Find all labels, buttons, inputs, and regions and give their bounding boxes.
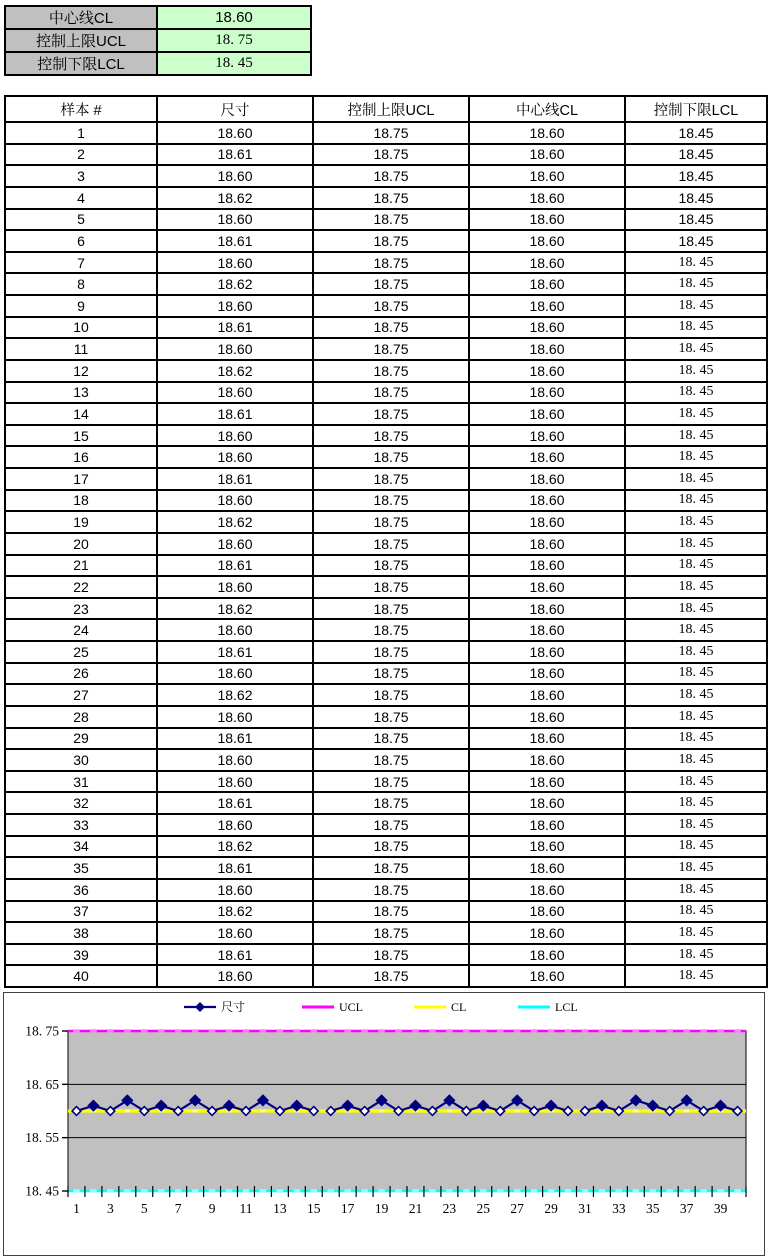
lcl-cell: 18. 45 <box>625 836 767 858</box>
ucl-cell: 18.75 <box>313 490 469 512</box>
size-cell: 18.62 <box>157 684 313 706</box>
size-cell: 18.60 <box>157 533 313 555</box>
x-axis-label: 1 <box>73 1201 80 1216</box>
lcl-cell: 18. 45 <box>625 425 767 447</box>
cl-cell: 18.60 <box>469 728 625 750</box>
size-cell: 18.61 <box>157 857 313 879</box>
control-limits-table <box>4 5 312 76</box>
cl-cell: 18.60 <box>469 446 625 468</box>
ucl-cell: 18.75 <box>313 663 469 685</box>
x-axis-label: 25 <box>476 1201 491 1216</box>
lcl-cell: 18. 45 <box>625 533 767 555</box>
cl-cell: 18.60 <box>469 771 625 793</box>
lcl-cell: 18. 45 <box>625 468 767 490</box>
table-row <box>5 792 767 814</box>
lcl-cell: 18. 45 <box>625 338 767 360</box>
sample-number-cell: 32 <box>5 792 157 814</box>
sample-number-cell: 21 <box>5 555 157 577</box>
table-row <box>5 576 767 598</box>
lcl-cell: 18. 45 <box>625 641 767 663</box>
table-row <box>5 490 767 512</box>
header-ucl: 控制上限UCL <box>313 96 469 122</box>
cl-cell: 18.60 <box>469 511 625 533</box>
summary-label-ucl: 控制上限UCL <box>5 29 157 52</box>
table-row <box>5 598 767 620</box>
cl-cell: 18.60 <box>469 792 625 814</box>
ucl-cell: 18.75 <box>313 684 469 706</box>
cl-cell: 18.60 <box>469 187 625 209</box>
legend-label: 尺寸 <box>221 1000 246 1014</box>
cl-cell: 18.60 <box>469 836 625 858</box>
lcl-cell: 18. 45 <box>625 814 767 836</box>
legend-label: UCL <box>339 1000 363 1014</box>
sample-number-cell: 22 <box>5 576 157 598</box>
size-cell: 18.61 <box>157 468 313 490</box>
cl-cell: 18.60 <box>469 295 625 317</box>
legend-item-ucl <box>302 1000 363 1014</box>
ucl-cell: 18.75 <box>313 598 469 620</box>
x-axis-label: 3 <box>107 1201 114 1216</box>
size-cell: 18.62 <box>157 901 313 923</box>
cl-cell: 18.60 <box>469 749 625 771</box>
ucl-cell: 18.75 <box>313 901 469 923</box>
lcl-cell: 18.45 <box>625 209 767 231</box>
lcl-cell: 18. 45 <box>625 511 767 533</box>
table-row <box>5 857 767 879</box>
summary-row-cl <box>5 6 311 29</box>
ucl-cell: 18.75 <box>313 273 469 295</box>
size-cell: 18.61 <box>157 317 313 339</box>
x-axis-label: 27 <box>510 1201 524 1216</box>
size-cell: 18.61 <box>157 641 313 663</box>
ucl-cell: 18.75 <box>313 555 469 577</box>
cl-cell: 18.60 <box>469 230 625 252</box>
ucl-cell: 18.75 <box>313 317 469 339</box>
ucl-cell: 18.75 <box>313 403 469 425</box>
control-limits-summary <box>4 5 312 76</box>
table-row <box>5 468 767 490</box>
ucl-cell: 18.75 <box>313 144 469 166</box>
summary-value-cl: 18.60 <box>157 6 311 29</box>
lcl-cell: 18. 45 <box>625 446 767 468</box>
size-cell: 18.61 <box>157 144 313 166</box>
sample-number-cell: 9 <box>5 295 157 317</box>
sample-number-cell: 28 <box>5 706 157 728</box>
cl-cell: 18.60 <box>469 360 625 382</box>
table-row <box>5 252 767 274</box>
lcl-cell: 18.45 <box>625 144 767 166</box>
sample-number-cell: 34 <box>5 836 157 858</box>
sample-number-cell: 31 <box>5 771 157 793</box>
sample-number-cell: 24 <box>5 619 157 641</box>
size-cell: 18.60 <box>157 663 313 685</box>
cl-cell: 18.60 <box>469 879 625 901</box>
x-axis-label: 31 <box>578 1201 592 1216</box>
header-size: 尺寸 <box>157 96 313 122</box>
x-axis-label: 17 <box>340 1201 355 1216</box>
table-row <box>5 619 767 641</box>
x-axis-label: 11 <box>239 1201 253 1216</box>
lcl-cell: 18. 45 <box>625 295 767 317</box>
cl-cell: 18.60 <box>469 209 625 231</box>
table-row <box>5 122 767 144</box>
size-cell: 18.62 <box>157 187 313 209</box>
size-cell: 18.60 <box>157 252 313 274</box>
x-axis-label: 5 <box>140 1201 148 1216</box>
lcl-cell: 18. 45 <box>625 619 767 641</box>
size-cell: 18.60 <box>157 706 313 728</box>
ucl-cell: 18.75 <box>313 425 469 447</box>
lcl-cell: 18. 45 <box>625 792 767 814</box>
table-row <box>5 728 767 750</box>
legend-item-lcl <box>518 1000 578 1014</box>
table-row <box>5 446 767 468</box>
cl-cell: 18.60 <box>469 619 625 641</box>
sample-number-cell: 39 <box>5 944 157 966</box>
size-cell: 18.60 <box>157 965 313 987</box>
lcl-cell: 18.45 <box>625 230 767 252</box>
lcl-cell: 18. 45 <box>625 901 767 923</box>
ucl-cell: 18.75 <box>313 922 469 944</box>
y-axis-label: 18. 55 <box>25 1130 59 1146</box>
table-body <box>5 122 767 987</box>
ucl-cell: 18.75 <box>313 230 469 252</box>
ucl-cell: 18.75 <box>313 122 469 144</box>
summary-label-cl: 中心线CL <box>5 6 157 29</box>
table-row <box>5 836 767 858</box>
cl-cell: 18.60 <box>469 144 625 166</box>
lcl-cell: 18. 45 <box>625 922 767 944</box>
table-row <box>5 879 767 901</box>
y-axis-label: 18. 75 <box>25 1023 59 1039</box>
size-cell: 18.60 <box>157 295 313 317</box>
cl-cell: 18.60 <box>469 576 625 598</box>
size-cell: 18.62 <box>157 836 313 858</box>
ucl-cell: 18.75 <box>313 814 469 836</box>
ucl-cell: 18.75 <box>313 749 469 771</box>
summary-value-lcl: 18. 45 <box>157 52 311 75</box>
table-row <box>5 814 767 836</box>
lcl-cell: 18. 45 <box>625 403 767 425</box>
ucl-cell: 18.75 <box>313 836 469 858</box>
size-cell: 18.61 <box>157 792 313 814</box>
control-chart <box>3 992 765 1256</box>
lcl-cell: 18.45 <box>625 187 767 209</box>
lcl-cell: 18. 45 <box>625 273 767 295</box>
ucl-cell: 18.75 <box>313 533 469 555</box>
x-axis-label: 15 <box>307 1201 321 1216</box>
cl-cell: 18.60 <box>469 165 625 187</box>
cl-cell: 18.60 <box>469 814 625 836</box>
size-cell: 18.60 <box>157 879 313 901</box>
ucl-cell: 18.75 <box>313 165 469 187</box>
ucl-cell: 18.75 <box>313 360 469 382</box>
x-axis-label: 29 <box>544 1201 558 1216</box>
size-cell: 18.60 <box>157 922 313 944</box>
lcl-cell: 18. 45 <box>625 382 767 404</box>
size-cell: 18.62 <box>157 598 313 620</box>
sample-data-section <box>4 95 768 988</box>
size-cell: 18.60 <box>157 122 313 144</box>
table-row <box>5 684 767 706</box>
ucl-cell: 18.75 <box>313 382 469 404</box>
lcl-cell: 18. 45 <box>625 663 767 685</box>
cl-cell: 18.60 <box>469 468 625 490</box>
sample-number-cell: 17 <box>5 468 157 490</box>
table-row <box>5 144 767 166</box>
cl-cell: 18.60 <box>469 403 625 425</box>
header-sample-number: 样本 # <box>5 96 157 122</box>
ucl-cell: 18.75 <box>313 965 469 987</box>
table-row <box>5 403 767 425</box>
table-row <box>5 295 767 317</box>
size-cell: 18.61 <box>157 944 313 966</box>
table-row <box>5 165 767 187</box>
table-row <box>5 317 767 339</box>
cl-cell: 18.60 <box>469 533 625 555</box>
cl-cell: 18.60 <box>469 857 625 879</box>
sample-number-cell: 29 <box>5 728 157 750</box>
lcl-cell: 18. 45 <box>625 252 767 274</box>
table-row <box>5 533 767 555</box>
cl-cell: 18.60 <box>469 965 625 987</box>
sample-number-cell: 25 <box>5 641 157 663</box>
ucl-cell: 18.75 <box>313 728 469 750</box>
sample-number-cell: 27 <box>5 684 157 706</box>
cl-cell: 18.60 <box>469 273 625 295</box>
ucl-cell: 18.75 <box>313 338 469 360</box>
sample-number-cell: 3 <box>5 165 157 187</box>
lcl-cell: 18. 45 <box>625 576 767 598</box>
size-cell: 18.60 <box>157 771 313 793</box>
x-axis-label: 33 <box>612 1201 626 1216</box>
ucl-cell: 18.75 <box>313 252 469 274</box>
sample-data-table <box>4 95 768 988</box>
cl-cell: 18.60 <box>469 425 625 447</box>
table-row <box>5 965 767 987</box>
table-row <box>5 273 767 295</box>
ucl-cell: 18.75 <box>313 879 469 901</box>
sample-number-cell: 40 <box>5 965 157 987</box>
size-cell: 18.60 <box>157 814 313 836</box>
lcl-cell: 18. 45 <box>625 555 767 577</box>
sample-number-cell: 4 <box>5 187 157 209</box>
lcl-cell: 18. 45 <box>625 965 767 987</box>
size-cell: 18.61 <box>157 728 313 750</box>
x-axis-label: 39 <box>713 1201 728 1216</box>
legend-diamond-icon <box>195 1002 205 1012</box>
ucl-cell: 18.75 <box>313 468 469 490</box>
table-row <box>5 425 767 447</box>
sample-number-cell: 14 <box>5 403 157 425</box>
sample-number-cell: 7 <box>5 252 157 274</box>
sample-number-cell: 6 <box>5 230 157 252</box>
sample-number-cell: 16 <box>5 446 157 468</box>
size-cell: 18.60 <box>157 425 313 447</box>
table-row <box>5 771 767 793</box>
ucl-cell: 18.75 <box>313 771 469 793</box>
size-cell: 18.62 <box>157 273 313 295</box>
sample-number-cell: 30 <box>5 749 157 771</box>
sample-number-cell: 8 <box>5 273 157 295</box>
cl-cell: 18.60 <box>469 555 625 577</box>
sample-number-cell: 1 <box>5 122 157 144</box>
lcl-cell: 18. 45 <box>625 706 767 728</box>
lcl-cell: 18. 45 <box>625 490 767 512</box>
control-chart-svg <box>4 993 764 1255</box>
legend-item-cl <box>414 1000 466 1014</box>
cl-cell: 18.60 <box>469 338 625 360</box>
summary-label-lcl: 控制下限LCL <box>5 52 157 75</box>
sample-number-cell: 20 <box>5 533 157 555</box>
sample-number-cell: 19 <box>5 511 157 533</box>
sample-number-cell: 2 <box>5 144 157 166</box>
ucl-cell: 18.75 <box>313 792 469 814</box>
ucl-cell: 18.75 <box>313 619 469 641</box>
sample-number-cell: 15 <box>5 425 157 447</box>
table-row <box>5 187 767 209</box>
lcl-cell: 18. 45 <box>625 728 767 750</box>
table-row <box>5 511 767 533</box>
lcl-cell: 18. 45 <box>625 684 767 706</box>
summary-value-ucl: 18. 75 <box>157 29 311 52</box>
sample-number-cell: 23 <box>5 598 157 620</box>
x-axis-label: 9 <box>208 1201 216 1216</box>
ucl-cell: 18.75 <box>313 706 469 728</box>
cl-cell: 18.60 <box>469 944 625 966</box>
summary-row-lcl <box>5 52 311 75</box>
size-cell: 18.60 <box>157 165 313 187</box>
table-row <box>5 209 767 231</box>
cl-cell: 18.60 <box>469 490 625 512</box>
header-cl: 中心线CL <box>469 96 625 122</box>
size-cell: 18.61 <box>157 555 313 577</box>
lcl-cell: 18. 45 <box>625 360 767 382</box>
ucl-cell: 18.75 <box>313 187 469 209</box>
lcl-cell: 18. 45 <box>625 749 767 771</box>
table-row <box>5 641 767 663</box>
x-axis-label: 23 <box>442 1201 457 1216</box>
legend-item-series <box>184 999 245 1014</box>
lcl-cell: 18. 45 <box>625 879 767 901</box>
size-cell: 18.61 <box>157 230 313 252</box>
cl-cell: 18.60 <box>469 252 625 274</box>
size-cell: 18.60 <box>157 619 313 641</box>
cl-cell: 18.60 <box>469 663 625 685</box>
ucl-cell: 18.75 <box>313 944 469 966</box>
ucl-cell: 18.75 <box>313 446 469 468</box>
y-axis-label: 18. 65 <box>25 1076 59 1092</box>
legend-label: CL <box>451 1000 467 1014</box>
lcl-cell: 18.45 <box>625 165 767 187</box>
ucl-cell: 18.75 <box>313 641 469 663</box>
sample-number-cell: 35 <box>5 857 157 879</box>
chart-legend <box>184 999 578 1014</box>
x-axis-ticks <box>68 1186 746 1197</box>
cl-cell: 18.60 <box>469 317 625 339</box>
sample-number-cell: 38 <box>5 922 157 944</box>
lcl-cell: 18. 45 <box>625 771 767 793</box>
size-cell: 18.60 <box>157 490 313 512</box>
size-cell: 18.60 <box>157 209 313 231</box>
table-row <box>5 555 767 577</box>
cl-cell: 18.60 <box>469 922 625 944</box>
cl-cell: 18.60 <box>469 122 625 144</box>
ucl-cell: 18.75 <box>313 857 469 879</box>
lcl-cell: 18. 45 <box>625 944 767 966</box>
header-lcl: 控制下限LCL <box>625 96 767 122</box>
table-row <box>5 360 767 382</box>
table-row <box>5 749 767 771</box>
sample-number-cell: 10 <box>5 317 157 339</box>
sample-number-cell: 26 <box>5 663 157 685</box>
lcl-cell: 18. 45 <box>625 598 767 620</box>
sample-number-cell: 11 <box>5 338 157 360</box>
table-row <box>5 382 767 404</box>
cl-cell: 18.60 <box>469 641 625 663</box>
ucl-cell: 18.75 <box>313 576 469 598</box>
table-row <box>5 230 767 252</box>
sample-number-cell: 12 <box>5 360 157 382</box>
table-row <box>5 944 767 966</box>
size-cell: 18.62 <box>157 360 313 382</box>
lcl-cell: 18.45 <box>625 122 767 144</box>
table-row <box>5 901 767 923</box>
cl-cell: 18.60 <box>469 684 625 706</box>
table-row <box>5 706 767 728</box>
x-axis-label: 37 <box>679 1201 694 1216</box>
x-axis-label: 21 <box>408 1201 423 1216</box>
lcl-cell: 18. 45 <box>625 317 767 339</box>
ucl-cell: 18.75 <box>313 511 469 533</box>
sample-number-cell: 18 <box>5 490 157 512</box>
size-cell: 18.60 <box>157 749 313 771</box>
size-cell: 18.61 <box>157 403 313 425</box>
x-axis-label: 35 <box>646 1201 660 1216</box>
cl-cell: 18.60 <box>469 901 625 923</box>
size-cell: 18.60 <box>157 446 313 468</box>
cl-cell: 18.60 <box>469 598 625 620</box>
table-row <box>5 922 767 944</box>
y-axis-label: 18. 45 <box>25 1183 59 1199</box>
sample-number-cell: 13 <box>5 382 157 404</box>
ucl-cell: 18.75 <box>313 209 469 231</box>
sample-number-cell: 5 <box>5 209 157 231</box>
size-cell: 18.60 <box>157 576 313 598</box>
sample-number-cell: 36 <box>5 879 157 901</box>
size-cell: 18.62 <box>157 511 313 533</box>
table-header-row <box>5 96 767 122</box>
size-cell: 18.60 <box>157 382 313 404</box>
legend-label: LCL <box>555 1000 578 1014</box>
cl-cell: 18.60 <box>469 382 625 404</box>
size-cell: 18.60 <box>157 338 313 360</box>
ucl-cell: 18.75 <box>313 295 469 317</box>
table-row <box>5 338 767 360</box>
summary-row-ucl <box>5 29 311 52</box>
cl-cell: 18.60 <box>469 706 625 728</box>
x-axis-label: 13 <box>273 1201 287 1216</box>
x-axis-label: 7 <box>174 1201 182 1216</box>
table-row <box>5 663 767 685</box>
sample-number-cell: 33 <box>5 814 157 836</box>
sample-number-cell: 37 <box>5 901 157 923</box>
lcl-cell: 18. 45 <box>625 857 767 879</box>
x-axis-label: 19 <box>374 1201 389 1216</box>
